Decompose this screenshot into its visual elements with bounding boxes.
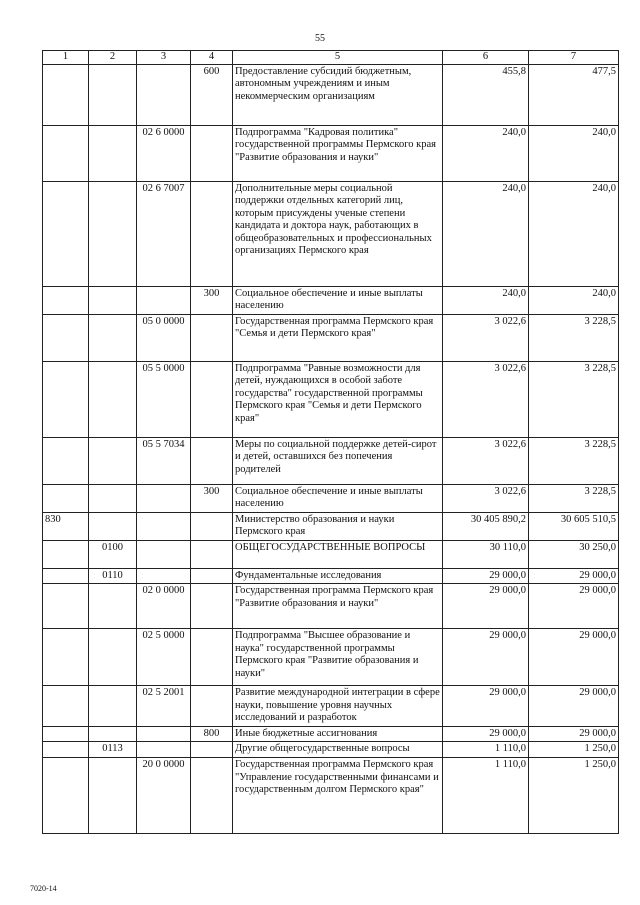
- cell-col-3: 02 0 0000: [137, 584, 191, 629]
- header-col-6: 6: [443, 51, 529, 65]
- cell-value-7: 30 250,0: [529, 540, 619, 568]
- cell-value-6: 3 022,6: [443, 361, 529, 437]
- cell-value-7: 3 228,5: [529, 361, 619, 437]
- table-row: [43, 584, 619, 629]
- cell-description: Иные бюджетные ассигнования: [233, 726, 443, 742]
- cell-value-6: 29 000,0: [443, 568, 529, 584]
- table-row: [43, 686, 619, 727]
- cell-col-3: [137, 64, 191, 125]
- cell-col-2: [89, 584, 137, 629]
- cell-description: Фундаментальные исследования: [233, 568, 443, 584]
- cell-value-6: 3 022,6: [443, 314, 529, 361]
- cell-col-2: [89, 181, 137, 286]
- cell-col-4: 300: [191, 484, 233, 512]
- budget-table: [42, 50, 619, 834]
- cell-col-1: [43, 361, 89, 437]
- cell-col-1: [43, 64, 89, 125]
- cell-col-4: [191, 629, 233, 686]
- cell-col-2: 0100: [89, 540, 137, 568]
- cell-value-7: 3 228,5: [529, 484, 619, 512]
- cell-col-2: 0110: [89, 568, 137, 584]
- cell-value-7: 1 250,0: [529, 758, 619, 834]
- cell-value-7: 29 000,0: [529, 584, 619, 629]
- cell-col-2: [89, 484, 137, 512]
- cell-value-6: 455,8: [443, 64, 529, 125]
- cell-value-6: 240,0: [443, 125, 529, 181]
- cell-value-7: 29 000,0: [529, 629, 619, 686]
- cell-col-1: [43, 568, 89, 584]
- cell-col-1: [43, 181, 89, 286]
- header-row: [43, 51, 619, 65]
- cell-value-6: 3 022,6: [443, 437, 529, 484]
- cell-col-1: [43, 742, 89, 758]
- cell-col-1: [43, 629, 89, 686]
- cell-description: Предоставление субсидий бюджетным, автономным учреждениям и иным некоммерческим организациям: [233, 64, 443, 125]
- cell-col-1: [43, 758, 89, 834]
- cell-col-1: [43, 540, 89, 568]
- cell-value-6: 240,0: [443, 286, 529, 314]
- cell-col-3: [137, 568, 191, 584]
- header-col-3: 3: [137, 51, 191, 65]
- cell-col-3: 02 5 0000: [137, 629, 191, 686]
- cell-col-1: [43, 726, 89, 742]
- cell-col-4: [191, 125, 233, 181]
- cell-description: Подпрограмма "Равные возможности для детей, нуждающихся в особой заботе государства" государственной программы Пермского края "Семья и дети Пермского края": [233, 361, 443, 437]
- cell-description: Подпрограмма "Кадровая политика" государственной программы Пермского края "Развитие образования и науки": [233, 125, 443, 181]
- cell-col-1: [43, 286, 89, 314]
- header-col-7: 7: [529, 51, 619, 65]
- cell-description: Подпрограмма "Высшее образование и наука" государственной программы Пермского края "Развитие образования и науки": [233, 629, 443, 686]
- cell-value-7: 29 000,0: [529, 568, 619, 584]
- cell-description: Министерство образования и науки Пермского края: [233, 512, 443, 540]
- cell-col-2: [89, 437, 137, 484]
- table-row: [43, 726, 619, 742]
- cell-value-7: 240,0: [529, 181, 619, 286]
- cell-col-2: [89, 125, 137, 181]
- cell-col-1: 830: [43, 512, 89, 540]
- cell-col-1: [43, 584, 89, 629]
- cell-value-7: 29 000,0: [529, 686, 619, 727]
- table-row: [43, 540, 619, 568]
- cell-col-3: 05 5 0000: [137, 361, 191, 437]
- cell-value-7: 3 228,5: [529, 314, 619, 361]
- cell-col-3: [137, 540, 191, 568]
- table-row: [43, 742, 619, 758]
- cell-col-1: [43, 437, 89, 484]
- cell-col-4: [191, 568, 233, 584]
- cell-description: Государственная программа Пермского края "Семья и дети Пермского края": [233, 314, 443, 361]
- table-row: [43, 758, 619, 834]
- header-col-2: 2: [89, 51, 137, 65]
- cell-col-2: [89, 686, 137, 727]
- header-col-1: 1: [43, 51, 89, 65]
- cell-col-4: [191, 584, 233, 629]
- cell-col-3: [137, 742, 191, 758]
- table-row: [43, 512, 619, 540]
- cell-col-1: [43, 125, 89, 181]
- cell-col-3: [137, 484, 191, 512]
- cell-description: ОБЩЕГОСУДАРСТВЕННЫЕ ВОПРОСЫ: [233, 540, 443, 568]
- footer-code: 7020-14: [30, 884, 57, 893]
- cell-value-6: 240,0: [443, 181, 529, 286]
- cell-col-4: [191, 437, 233, 484]
- cell-description: Социальное обеспечение и иные выплаты населению: [233, 286, 443, 314]
- cell-value-6: 30 110,0: [443, 540, 529, 568]
- table-body: [43, 64, 619, 834]
- cell-col-4: 800: [191, 726, 233, 742]
- header-col-5: 5: [233, 51, 443, 65]
- cell-value-6: 29 000,0: [443, 686, 529, 727]
- cell-col-4: [191, 686, 233, 727]
- cell-col-1: [43, 314, 89, 361]
- table-row: [43, 568, 619, 584]
- cell-col-4: [191, 540, 233, 568]
- cell-col-3: [137, 512, 191, 540]
- cell-col-3: 05 0 0000: [137, 314, 191, 361]
- cell-description: Развитие международной интеграции в сфере науки, повышение уровня научных исследований и разработок: [233, 686, 443, 727]
- cell-col-2: [89, 726, 137, 742]
- cell-description: Государственная программа Пермского края "Управление государственными финансами и государственным долгом Пермского края": [233, 758, 443, 834]
- cell-value-7: 477,5: [529, 64, 619, 125]
- cell-value-6: 29 000,0: [443, 726, 529, 742]
- cell-col-2: [89, 629, 137, 686]
- cell-col-4: [191, 314, 233, 361]
- cell-description: Другие общегосударственные вопросы: [233, 742, 443, 758]
- table-row: [43, 484, 619, 512]
- cell-value-6: 29 000,0: [443, 584, 529, 629]
- table-row: [43, 286, 619, 314]
- cell-value-6: 1 110,0: [443, 742, 529, 758]
- cell-col-4: 300: [191, 286, 233, 314]
- cell-col-2: [89, 314, 137, 361]
- header-col-4: 4: [191, 51, 233, 65]
- cell-value-6: 3 022,6: [443, 484, 529, 512]
- cell-col-4: [191, 758, 233, 834]
- cell-col-1: [43, 484, 89, 512]
- cell-value-7: 240,0: [529, 286, 619, 314]
- cell-col-2: [89, 64, 137, 125]
- table-row: [43, 361, 619, 437]
- page-number: 55: [315, 33, 325, 44]
- cell-col-1: [43, 686, 89, 727]
- cell-description: Меры по социальной поддержке детей-сирот и детей, оставшихся без попечения родителей: [233, 437, 443, 484]
- table-row: [43, 181, 619, 286]
- cell-col-4: 600: [191, 64, 233, 125]
- cell-value-7: 3 228,5: [529, 437, 619, 484]
- table-row: [43, 64, 619, 125]
- cell-col-3: [137, 726, 191, 742]
- cell-value-7: 240,0: [529, 125, 619, 181]
- cell-col-4: [191, 181, 233, 286]
- cell-col-4: [191, 361, 233, 437]
- table-row: [43, 629, 619, 686]
- table-row: [43, 314, 619, 361]
- cell-col-3: 02 6 0000: [137, 125, 191, 181]
- table-row: [43, 125, 619, 181]
- cell-col-2: [89, 361, 137, 437]
- cell-value-6: 30 405 890,2: [443, 512, 529, 540]
- cell-col-4: [191, 742, 233, 758]
- cell-value-6: 29 000,0: [443, 629, 529, 686]
- cell-col-2: [89, 758, 137, 834]
- cell-col-2: [89, 512, 137, 540]
- cell-col-3: 20 0 0000: [137, 758, 191, 834]
- cell-value-7: 30 605 510,5: [529, 512, 619, 540]
- cell-col-4: [191, 512, 233, 540]
- cell-value-6: 1 110,0: [443, 758, 529, 834]
- cell-col-3: [137, 286, 191, 314]
- cell-description: Дополнительные меры социальной поддержки отдельных категорий лиц, которым присуждены ученые степени кандидата и доктора наук, работающих в общеобразовательных и профессиональных организациях Пермского края: [233, 181, 443, 286]
- cell-col-3: 02 6 7007: [137, 181, 191, 286]
- cell-col-3: 02 5 2001: [137, 686, 191, 727]
- cell-col-2: [89, 286, 137, 314]
- cell-col-3: 05 5 7034: [137, 437, 191, 484]
- table-row: [43, 437, 619, 484]
- cell-value-7: 1 250,0: [529, 742, 619, 758]
- cell-description: Социальное обеспечение и иные выплаты населению: [233, 484, 443, 512]
- cell-value-7: 29 000,0: [529, 726, 619, 742]
- cell-col-2: 0113: [89, 742, 137, 758]
- cell-description: Государственная программа Пермского края "Развитие образования и науки": [233, 584, 443, 629]
